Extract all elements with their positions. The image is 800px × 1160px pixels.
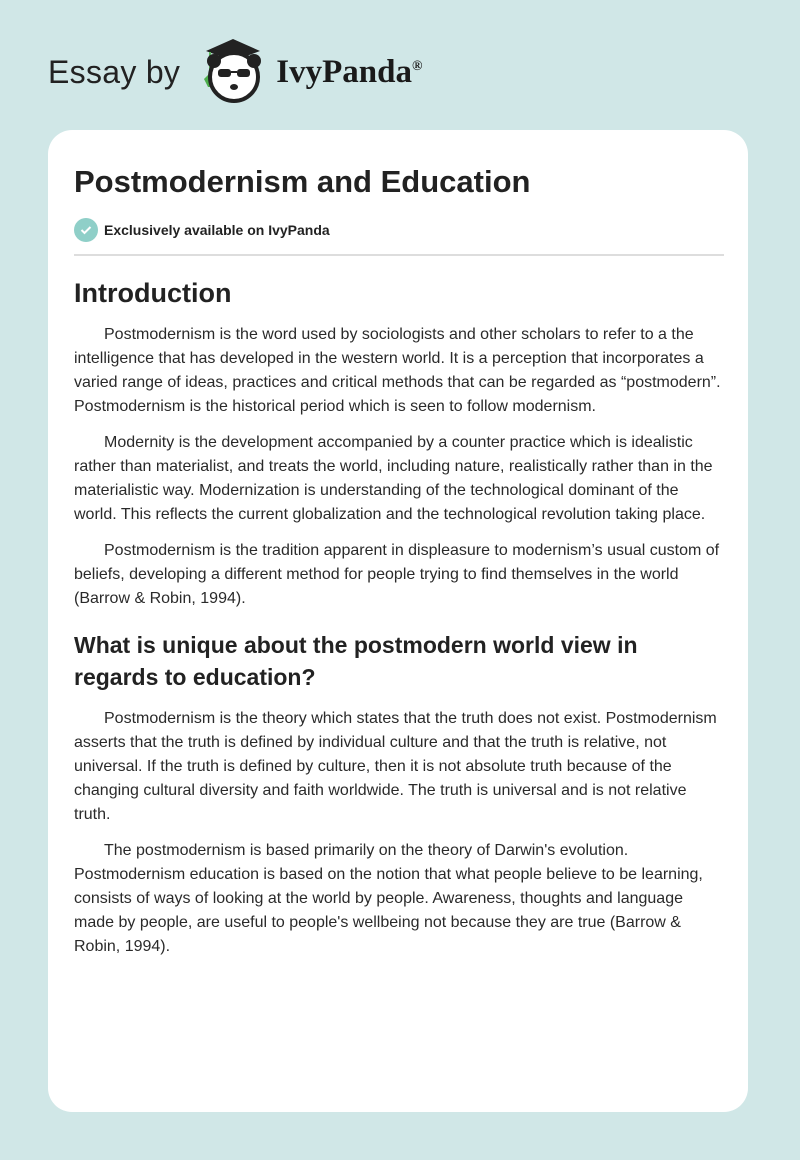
- essay-card: [48, 130, 748, 1112]
- ivypanda-brand[interactable]: [276, 54, 422, 91]
- paragraph: Modernity is the development accompanied by a counter practice which is idealistic rather than materialist, and treats the world, including nature, realistically rather than in the materialistic way. Modernization is understanding of the technological dominant of the world. This reflects the current globalization and the technological revolution taking place.: [74, 434, 713, 523]
- site-header: [48, 36, 422, 108]
- paragraph: Postmodernism is the word used by sociologists and other scholars to refer to a the intelligence that has developed in the western world. It is a perception that incorporates a varied range of ideas, practices and critical methods that can be regarded as “postmodern”. Postmodernism is the historical period which is seen to follow modernism.: [74, 326, 721, 415]
- panda-logo-icon[interactable]: [198, 35, 268, 110]
- brand-name: IvyPanda: [276, 53, 412, 90]
- section-heading: What is unique about the postmodern world view in regards to education?: [74, 632, 638, 690]
- paragraph: Postmodernism is the tradition apparent in displeasure to modernism’s usual custom of beliefs, developing a different method for people trying to find themselves in the world (Barrow & Robin, 1994).: [74, 542, 720, 607]
- check-icon: [74, 218, 98, 242]
- page-title: Postmodernism and Education: [74, 164, 531, 199]
- divider: [74, 254, 724, 256]
- essay-by-label: Essay by: [48, 53, 181, 90]
- section-heading: Introduction: [74, 278, 232, 308]
- exclusive-badge: [74, 218, 724, 242]
- paragraph: The postmodernism is based primarily on the theory of Darwin's evolution. Postmodernism education is based on the notion that what people believe to be learning, consists of ways of looking at the world by people. Awareness, thoughts and language made by people, are useful to people's wellbeing not because they are true (Barrow & Robin, 1994).: [74, 842, 703, 955]
- registered-mark: ®: [411, 58, 423, 74]
- paragraph: Postmodernism is the theory which states that the truth does not exist. Postmodernism asserts that the truth is defined by individual culture and that the truth is relative, not universal. If the truth is defined by culture, then it is not absolute truth because of the changing cultural diversity and faith worldwide. The truth is universal and is not relative truth.: [74, 710, 717, 823]
- badge-text: Exclusively available on IvyPanda: [104, 222, 330, 238]
